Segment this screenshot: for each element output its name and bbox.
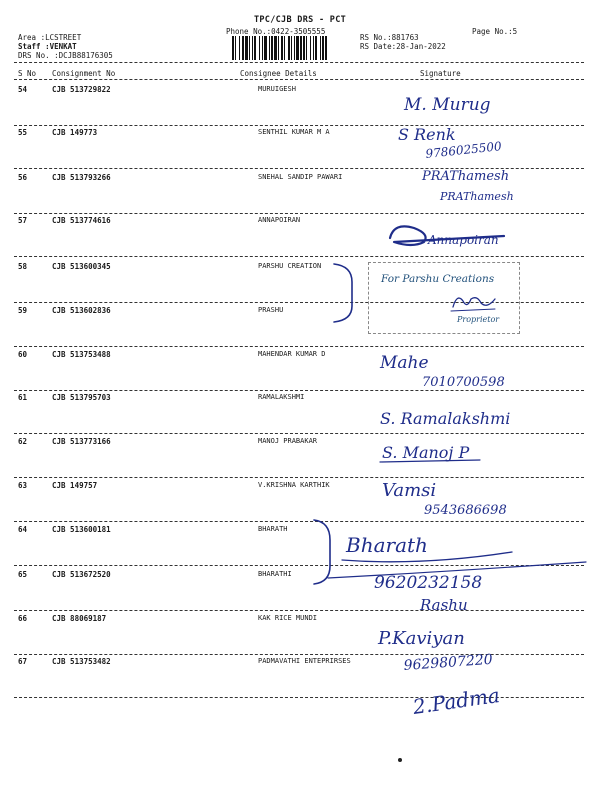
row-consignment-number: CJB 513795703: [52, 393, 111, 402]
phone-number: Phone No.:0422-3505555: [226, 27, 326, 36]
svg-text:Rashu: Rashu: [420, 596, 468, 614]
signature-66: [374, 624, 574, 680]
row-serial-number: 56: [18, 173, 28, 182]
row-consignment-number: CJB 513600345: [52, 262, 111, 271]
svg-text:Vamsi: Vamsi: [382, 480, 437, 501]
row-consignee-name: MURUIGESH: [258, 85, 296, 93]
row-serial-number: 58: [18, 262, 28, 271]
row-consignee-name: MAHENDAR KUMAR D: [258, 350, 326, 358]
column-header-signature: Signature: [420, 69, 461, 78]
row-consignee-name: PRASHU: [258, 306, 284, 314]
row-consignment-number: CJB 513602836: [52, 306, 111, 315]
svg-text:Annapoiran: Annapoiran: [428, 233, 499, 247]
rs-number: RS No.:881763: [360, 33, 419, 42]
svg-text:9543686698: 9543686698: [424, 503, 507, 518]
staff-field: Staff :VENKAT: [18, 42, 77, 51]
stamp-title: For Parshu Creations: [381, 273, 495, 285]
row-consignee-name: V.KRISHNA KARTHIK: [258, 481, 330, 489]
row-serial-number: 65: [18, 570, 28, 579]
row-serial-number: 63: [18, 481, 28, 490]
row-serial-number: 61: [18, 393, 28, 402]
signature-65: [322, 554, 592, 618]
svg-text:Bharath: Bharath: [346, 533, 428, 557]
row-serial-number: 54: [18, 85, 28, 94]
svg-text:P.Kaviyan: P.Kaviyan: [378, 628, 465, 649]
row-serial-number: 66: [18, 614, 28, 623]
row-consignment-number: CJB 513672520: [52, 570, 111, 579]
row-consignee-name: KAK RICE MUNDI: [258, 614, 318, 622]
svg-text:2.Padma: 2.Padma: [411, 683, 502, 719]
signature-56: [418, 162, 548, 206]
group-bracket-58-59: [330, 262, 360, 324]
row-serial-number: 57: [18, 216, 28, 225]
row-serial-number: 59: [18, 306, 28, 315]
row-serial-number: 62: [18, 437, 28, 446]
row-consignee-name: MANOJ PRABAKAR: [258, 437, 318, 445]
row-consignment-number: CJB 513774616: [52, 216, 111, 225]
signature-61: [378, 402, 538, 432]
row-divider: [14, 256, 584, 257]
row-divider: [14, 213, 584, 214]
row-serial-number: 67: [18, 657, 28, 666]
row-consignee-name: PADMAVATHI ENTEPRIRSES: [258, 657, 351, 665]
svg-text:9786025500: 9786025500: [424, 139, 503, 161]
row-consignment-number: CJB 513793266: [52, 173, 111, 182]
row-consignee-name: BHARATH: [258, 525, 288, 533]
row-consignee-name: BHARATHI: [258, 570, 292, 578]
rs-date: RS Date:28-Jan-2022: [360, 42, 446, 51]
svg-text:PRAThamesh: PRAThamesh: [422, 169, 510, 184]
row-consignment-number: CJB 513773166: [52, 437, 111, 446]
row-serial-number: 55: [18, 128, 28, 137]
svg-text:9629807220: 9629807220: [403, 651, 494, 674]
svg-text:S Renk: S Renk: [398, 125, 456, 144]
signature-67: [410, 683, 520, 722]
ink-dot: [396, 756, 406, 766]
row-consignee-name: PARSHU CREATION: [258, 262, 322, 270]
barcode-bar: [327, 36, 328, 60]
barcode: [232, 36, 354, 60]
row-serial-number: 60: [18, 350, 28, 359]
svg-text:S. Ramalakshmi: S. Ramalakshmi: [380, 409, 511, 428]
stamp-signature: [449, 291, 499, 315]
row-consignee-name: RAMALAKSHMI: [258, 393, 305, 401]
row-consignment-number: CJB 513753482: [52, 657, 111, 666]
row-consignment-number: CJB 88069187: [52, 614, 107, 623]
column-header-consignment: Consignment No: [52, 69, 116, 78]
row-consignee-name: ANNAPOIRAN: [258, 216, 301, 224]
svg-text:PRAThamesh: PRAThamesh: [440, 190, 514, 203]
row-consignment-number: CJB 513753488: [52, 350, 111, 359]
row-consignment-number: CJB 149757: [52, 481, 98, 490]
page-number: Page No.:5: [472, 27, 518, 36]
svg-text:Mahe: Mahe: [380, 353, 429, 373]
signature-55: [396, 118, 566, 166]
signature-63: [380, 474, 550, 522]
signature-54: [400, 88, 530, 118]
signature-57: [384, 218, 534, 254]
stamp-subtitle: Proprietor: [457, 315, 500, 324]
svg-text:M. Murug: M. Murug: [404, 95, 491, 115]
signature-62: [380, 436, 500, 466]
row-consignment-number: CJB 513729822: [52, 85, 111, 94]
column-header-divider: [14, 79, 584, 80]
column-header-sno: S No: [18, 69, 37, 78]
signature-60: [378, 346, 548, 396]
row-consignment-number: CJB 149773: [52, 128, 98, 137]
row-consignment-number: CJB 513600181: [52, 525, 111, 534]
svg-text:7010700598: 7010700598: [422, 375, 505, 390]
row-divider: [14, 433, 584, 434]
row-serial-number: 64: [18, 525, 28, 534]
row-consignee-name: SNEHAL SANDIP PAWARI: [258, 173, 343, 181]
column-header-consignee: Consignee Details: [240, 69, 317, 78]
svg-text:S. Manoj P: S. Manoj P: [382, 443, 470, 462]
area-field: Area :LCSTREET: [18, 33, 82, 42]
drs-number: DRS No. :DCJB88176305: [18, 51, 113, 60]
row-consignee-name: SENTHIL KUMAR M A: [258, 128, 330, 136]
document-title: TPC/CJB DRS - PCT: [253, 15, 347, 25]
svg-text:9620232158: 9620232158: [374, 573, 483, 593]
header-divider: [14, 62, 584, 63]
company-stamp: [368, 262, 520, 334]
